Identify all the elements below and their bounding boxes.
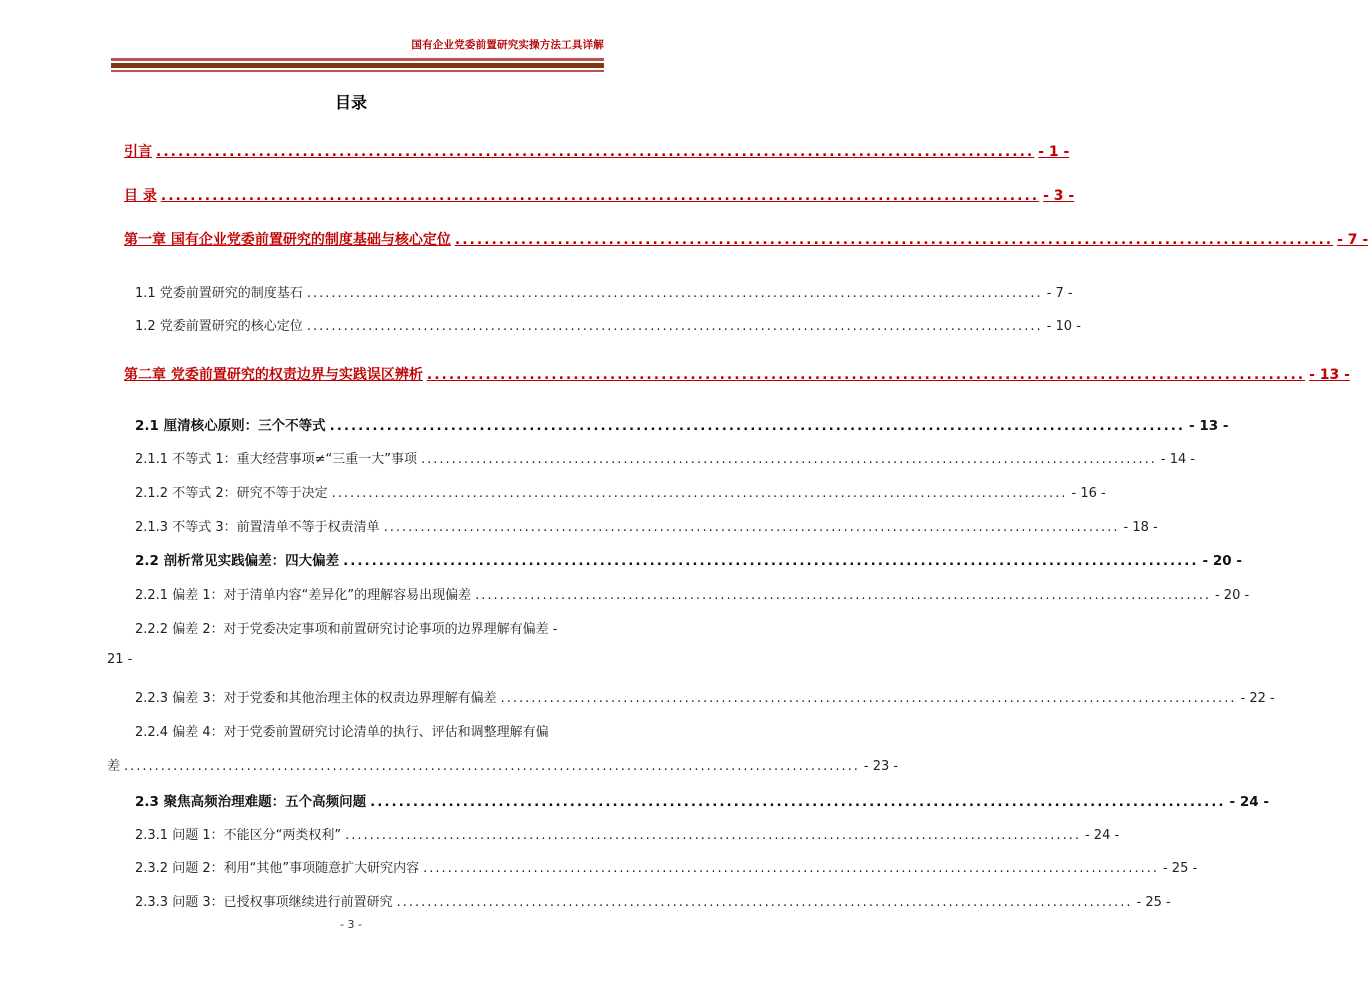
toc-entry-text: 2.1 厘清核心原则：三个不等式 xyxy=(135,418,326,434)
toc-leader-dots: ........................................................................................................................ xyxy=(124,759,860,774)
toc-entry-text: 2.3 聚焦高频治理难题：五个高频问题 xyxy=(135,794,367,810)
toc-leader-dots: ........................................................................................................................ xyxy=(423,861,1159,876)
toc-leader-dots: ........................................................................................................................ xyxy=(383,520,1120,535)
toc-entry-2-2-3[interactable] xyxy=(135,687,1275,706)
toc-leader-dots: ........................................................................................................................ xyxy=(475,588,1211,603)
header-rule-middle xyxy=(111,63,604,68)
toc-page-number: - 1 - xyxy=(1038,144,1070,160)
toc-entry-2-3-1[interactable] xyxy=(135,824,1120,843)
toc-entry-text: 2.1.2 不等式 2：研究不等于决定 xyxy=(135,486,328,501)
toc-entry-text-line2: 差 xyxy=(107,759,121,774)
page-footer-number: - 3 - xyxy=(340,918,362,931)
toc-page-number: - 16 - xyxy=(1071,486,1106,501)
toc-page-number: - 13 - xyxy=(1189,418,1229,434)
toc-page-number: - 7 - xyxy=(1337,232,1368,248)
toc-leader-dots: ........................................................................................................................ xyxy=(160,188,1040,204)
toc-page-number: - 3 - xyxy=(1043,188,1075,204)
toc-page-number: - 14 - xyxy=(1160,452,1196,467)
toc-leader-dots: ........................................................................................................................ xyxy=(370,794,1226,810)
toc-entry-intro[interactable] xyxy=(124,141,1070,161)
toc-leader-dots: ........................................................................................................................ xyxy=(156,144,1035,160)
toc-entry-2-2-1[interactable] xyxy=(135,584,1250,603)
toc-page-number: - 24 - xyxy=(1084,828,1120,843)
toc-entry-chapter-1[interactable] xyxy=(124,229,1368,249)
toc-entry-chapter-2[interactable] xyxy=(124,364,1350,384)
page-header-title: 国有企业党委前置研究实操方法工具详解 xyxy=(411,39,604,51)
toc-entry-1-1[interactable] xyxy=(135,282,1073,301)
toc-entry-text: 1.1 党委前置研究的制度基石 xyxy=(135,286,303,301)
toc-leader-dots: ........................................................................................................................ xyxy=(343,553,1199,569)
toc-entry-2-1[interactable] xyxy=(135,414,1229,434)
toc-entry-text: 第二章 党委前置研究的权责边界与实践误区辨析 xyxy=(124,367,423,383)
toc-leader-dots: ........................................................................................................................ xyxy=(454,232,1334,248)
toc-entry-2-3-3[interactable] xyxy=(135,891,1171,910)
toc-entry-contents[interactable] xyxy=(124,185,1075,205)
toc-leader-dots: ........................................................................................................................ xyxy=(331,486,1068,501)
toc-page-number: - 25 - xyxy=(1136,895,1171,910)
toc-entry-text: 2.3.2 问题 2：利用“其他”事项随意扩大研究内容 xyxy=(135,861,420,876)
toc-entry-text-line2: 21 - xyxy=(107,652,133,667)
toc-page-number: - 22 - xyxy=(1240,691,1275,706)
toc-page-number: - 23 - xyxy=(863,759,899,774)
toc-entry-2-3-2[interactable] xyxy=(135,857,1198,876)
toc-entry-2-2[interactable] xyxy=(135,549,1242,569)
toc-entry-text: 2.2 剖析常见实践偏差：四大偏差 xyxy=(135,553,340,569)
document-title: 目录 xyxy=(334,93,367,112)
toc-leader-dots: ........................................................................................................................ xyxy=(306,286,1043,301)
toc-leader-dots: ........................................................................................................................ xyxy=(420,452,1157,467)
toc-entry-text: 2.1.1 不等式 1：重大经营事项≠“三重一大”事项 xyxy=(135,452,417,467)
toc-entry-2-1-2[interactable] xyxy=(135,482,1106,501)
toc-entry-text: 2.1.3 不等式 3：前置清单不等于权责清单 xyxy=(135,520,380,535)
toc-entry-text: 2.3.1 问题 1：不能区分“两类权利” xyxy=(135,828,342,843)
toc-entry-line2 xyxy=(107,755,899,774)
toc-entry-text: 目 录 xyxy=(124,188,157,204)
toc-entry-2-1-1[interactable] xyxy=(135,448,1196,467)
toc-entry-text: 第一章 国有企业党委前置研究的制度基础与核心定位 xyxy=(124,232,451,248)
toc-page-number: - 13 - xyxy=(1309,367,1350,383)
toc-page-number: - 25 - xyxy=(1162,861,1198,876)
toc-entry-text: 2.3.3 问题 3：已授权事项继续进行前置研究 xyxy=(135,895,393,910)
toc-leader-dots: ........................................................................................................................ xyxy=(329,418,1186,434)
toc-page-number: - 10 - xyxy=(1046,319,1081,334)
toc-page-number: - 20 - xyxy=(1214,588,1250,603)
toc-leader-dots: ........................................................................................................................ xyxy=(306,319,1043,334)
header-rule-bottom xyxy=(111,70,604,72)
header-rule-top xyxy=(111,58,604,61)
toc-entry-text: 2.2.1 偏差 1：对于清单内容“差异化”的理解容易出现偏差 xyxy=(135,588,472,603)
toc-leader-dots: ........................................................................................................................ xyxy=(500,691,1237,706)
toc-entry-text-line1: 2.2.2 偏差 2：对于党委决定事项和前置研究讨论事项的边界理解有偏差 - xyxy=(135,622,558,637)
toc-page-number: - 18 - xyxy=(1123,520,1158,535)
toc-entry-2-3[interactable] xyxy=(135,790,1269,810)
toc-page-number: - 24 - xyxy=(1229,794,1269,810)
toc-entry-2-1-3[interactable] xyxy=(135,516,1158,535)
toc-page-number: - 20 - xyxy=(1202,553,1242,569)
toc-leader-dots: ........................................................................................................................ xyxy=(345,828,1081,843)
toc-entry-1-2[interactable] xyxy=(135,315,1081,334)
toc-entry-text-line1: 2.2.4 偏差 4：对于党委前置研究讨论清单的执行、评估和调整理解有偏 xyxy=(135,725,549,740)
toc-entry-text: 引言 xyxy=(124,144,152,160)
toc-entry-text: 2.2.3 偏差 3：对于党委和其他治理主体的权责边界理解有偏差 xyxy=(135,691,497,706)
toc-leader-dots: ........................................................................................................................ xyxy=(396,895,1133,910)
toc-page-number: - 7 - xyxy=(1046,286,1073,301)
toc-entry-text: 1.2 党委前置研究的核心定位 xyxy=(135,319,303,334)
toc-leader-dots: ........................................................................................................................ xyxy=(426,367,1306,383)
